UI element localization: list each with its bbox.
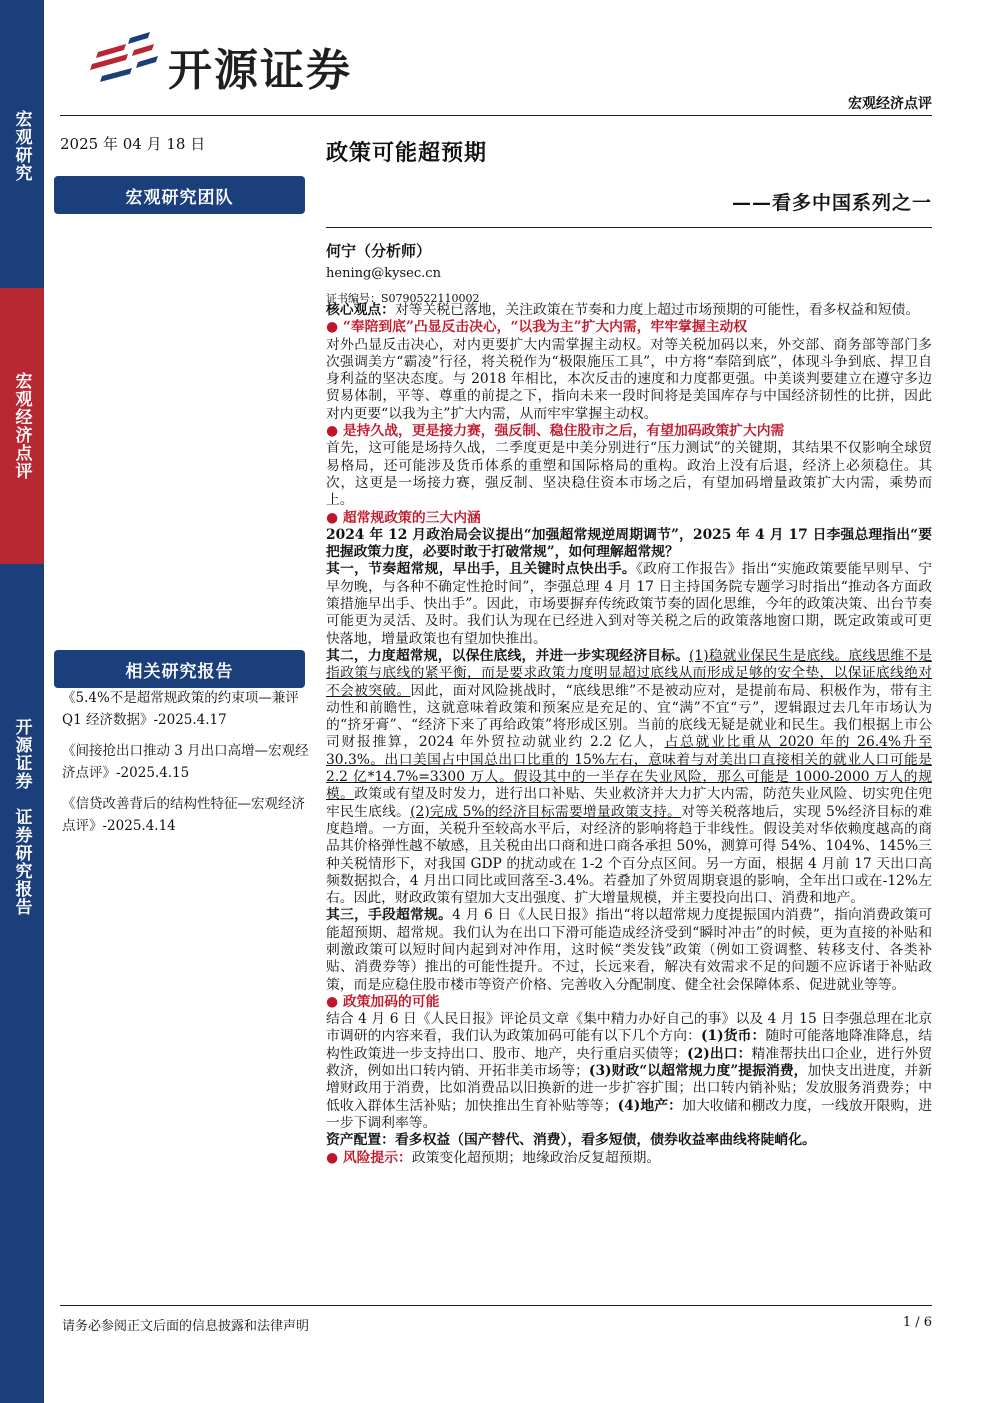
core-text: 对等关税已落地，关注政策在节奏和力度上超过市场预期的可能性，看多权益和短债。 [394,302,920,318]
subtitle-divider [326,227,932,228]
policy-label-export: (2)出口： [687,1045,752,1062]
paragraph-means-text: 4 月 6 日《人民日报》指出“将以超常规力度提振国内消费”，指向消费政策可能超预期、超常规。我们认为在出口下滑可能造成经济受到“瞬时冲击”的时候，更为直接的补贴和刺激政策可以短时间内起到对冲作用，这时候“类发钱”政策（例如工资调整、转移支付、各类补贴、消费券等）推出的可能性提升。不过，长远来看，解决有效需求不足的问题不应诉诸于补贴政策，而是应稳住股市楼市等资产价格、完善收入分配制度、健全社会保障体系、促进就业等等。 [326,907,932,993]
bullet-heading-3: ● 超常规政策的三大内涵 [326,510,932,527]
page-number: 1 / 6 [902,1315,932,1330]
analyst-name: 何宁（分析师） [326,242,432,260]
bullet-lead-3: 2024 年 12 月政治局会议提出“加强超常规逆周期调节”，2025 年 4 月 17 日李强总理指出“要把握政策力度，必要时敢于打破常规”，如何理解超常规？ [326,526,932,561]
policy-text-monetary: 随时可能落地降准降息，结构性政策进一步支持出口、股市、地产，央行重启买债等； [326,1028,933,1062]
policy-label-property: (4)地产： [617,1097,683,1114]
bullet-heading-4: ● 政策加码的可能 [326,994,932,1011]
page-subtitle: ——看多中国系列之一 [731,192,932,214]
core-label: 核心观点： [326,302,395,318]
sidebar-label-research-report: 证券研究报告 [11,808,32,916]
bullet-heading-1: ● “奉陪到底”凸显反击决心，“以我为主”扩大内需，牢牢掌握主动权 [326,319,932,336]
core-view [326,302,932,319]
sidebar-label-kysec: 开源证券 [11,718,32,790]
related-report-item[interactable]: 《信贷改善背后的结构性特征—宏观经济点评》-2025.4.14 [62,796,305,834]
paragraph-strength [326,648,932,907]
paragraph-means-bold: 其三，手段超常规。 [326,907,453,924]
paragraph-rhythm-text: 《政府工作报告》指出“实施政策要能早则早、宁早勿晚，与各种不确定性抢时间”，李强总理 4 月 17 日主持国务院专题学习时指出“推动各方面政策措施早出手、快出手”。因此，市场要摒弃传统政策节奏的固化思维，今年的政策决策、出台节奏可能更为灵活、及时。我们认为现在已经进入到对等关税之后的政策落地窗口期，既定政策或可更快落地，增量政策也有望加快推出。 [326,561,932,647]
paragraph-rhythm-bold: 其一，节奏超常规，早出手，且关键时点快出手。 [326,561,636,578]
bullet-heading-2: ● 是持久战，更是接力赛，强反制、稳住股市之后，有望加码政策扩大内需 [326,423,932,440]
paragraph-strength-u3: (2)完成 5%的经济目标需要增量政策支持。 [410,803,682,820]
team-heading: 宏观研究团队 [54,176,305,214]
report-type: 宏观经济点评 [848,96,932,112]
analyst-cert: 证书编号：S0790522110002 [326,292,480,305]
related-reports-list [62,688,312,847]
page-title: 政策可能超预期 [326,140,488,166]
logo-text: 开源证券 [168,45,352,96]
policy-lead: 结合 4 月 6 日《人民日报》评论员文章《集中精力办好自己的事》以及 4 月 15 日李强总理在北京市调研的内容来看，我们认为政策加码可能有以下几个方向： [326,1011,932,1045]
related-reports-heading: 相关研究报告 [54,650,305,688]
policy-label-fiscal: (3)财政“以超常规力度”提振消费， [588,1063,808,1080]
report-body [326,302,932,1167]
paragraph-means [326,907,932,993]
bullet-text-2: 首先，这可能是场持久战，二季度更是中美分别进行“压力测试”的关键期，其结果不仅影响全球贸易格局，还可能涉及货币体系的重塑和国际格局的重构。政治上没有后退，经济上必须稳住。其次，这更是一场接力赛，强反制、坚决稳住资本市场之后，有望加码增量政策扩大内需，乘势而上。 [326,440,932,509]
risk-text: 政策变化超预期；地缘政治反复超预期。 [411,1149,661,1166]
asset-allocation: 资产配置：看多权益（国产替代、消费），看多短债，债券收益率曲线将陡峭化。 [326,1132,816,1149]
policy-label-monetary: (1)货币： [701,1028,766,1045]
paragraph-rhythm [326,561,932,647]
related-report-item[interactable]: 《5.4%不是超常规政策的约束项—兼评 Q1 经济数据》-2025.4.17 [62,690,299,728]
paragraph-strength-u2: 占总就业比重从 2020 年的 26.4%升至 30.3%。出口美国占中国总出口比重的 15%左右，意味着与对美出口直接相关的就业人口可能是 2.2 亿*14.7%=3300 万人。假设其中的一半存在失业风险，那么可能是 1000-2000 万人的规模。 [326,734,932,803]
risk-warning [326,1150,932,1167]
paragraph-strength-bold: 其二，力度超常规，以保住底线，并进一步实现经济目标。 [326,647,690,664]
paragraph-strength-t1: 因此，面对风险挑战时，“底线思维”不是被动应对，是提前布局、积极作为，带有主动性和前瞻性，这就意味着政策和预案应是充足的、宜“满”不宜“亏”，逻辑跟过去几年市场认为的“挤牙膏”、“经济下来了再给政策”将形成区别。当前的底线无疑是就业和民生。我们根据上市公司财报推算，2024 年外贸拉动就业约 2.2 亿人， [326,682,932,751]
policy-text-property: 加大收储和棚改力度，一线放开限购，进一步下调利率等。 [326,1097,933,1131]
sidebar-label-macro-commentary: 宏观经济点评 [11,372,32,480]
related-report-item[interactable]: 《间接抢出口推动 3 月出口高增—宏观经济点评》-2025.4.15 [62,743,309,781]
paragraph-strength-t3: 对等关税落地后，实现 5%经济目标的难度趋增。一方面，关税升至较高水平后，对经济的影响将趋于非线性。假设美对华依赖度越高的商品其价格弹性越不敏感，且关税由出口商和进口商各承担 50%，测算可得 54%、104%、145%三种关税情形下，对我国 GDP 的扰动或在 1-2 个百分点区间。另一方面，根据 4 月前 17 天出口高频数据拟合，4 月出口同比或回落至-3.4%。若叠加了外贸周期衰退的影响，全年出口或在-12%左右。因此，财政政策有望加大支出强度、扩大增量规模，并主要投向出口、消费和地产。 [326,803,932,907]
paragraph-strength-u1: (1)稳就业保民生是底线。底线思维不是指政策与底线的紧平衡，而是要求政策力度明显超过底线从而形成足够的安全垫，以保证底线绝对不会被突破。 [326,647,933,699]
footer-divider [60,1305,932,1306]
analyst-email[interactable]: hening@kysec.cn [326,266,441,281]
risk-label: ● 风险提示： [326,1150,412,1166]
header-divider [60,115,932,116]
policy-text-export: 精准帮扶出口企业，进行外贸救济，例如出口转内销、开拓非美市场等； [326,1045,933,1080]
bullet-text-1: 对外凸显反击决心，对内更要扩大内需掌握主动权。对等关税加码以来，外交部、商务部等部门多次强调美方“霸凌”行径，将关税作为“极限施压工具”，中方将“奉陪到底”，体现斗争到底、捍卫自身利益的坚决态度。与 2018 年相比，本次反击的速度和力度都更强。中美谈判要建立在遵守多边贸易体制，平等、尊重的前提之下，指向未来一段时间将是美国库存与中国经济韧性的比拼，因此对内更要“以我为主”扩大内需，从而牢牢掌握主动权。 [326,336,932,422]
policy-text-fiscal: 加快支出进度，并新增财政用于消费，比如消费品以旧换新的进一步扩容扩围；出口转内销补贴；发放服务消费券；中低收入群体生活补贴；加快推出生育补贴等等； [326,1063,933,1114]
report-date: 2025 年 04 月 18 日 [60,135,206,153]
paragraph-policy [326,1011,932,1132]
footer-disclaimer: 请务必参阅正文后面的信息披露和法律声明 [62,1319,310,1334]
sidebar-label-macro-research: 宏观研究 [11,110,32,182]
paragraph-strength-t2: 政策或有望及时发力，进行出口补贴、失业救济并大力扩大内需，防范失业风险、切实兜住兜牢民生底线。 [326,786,933,820]
